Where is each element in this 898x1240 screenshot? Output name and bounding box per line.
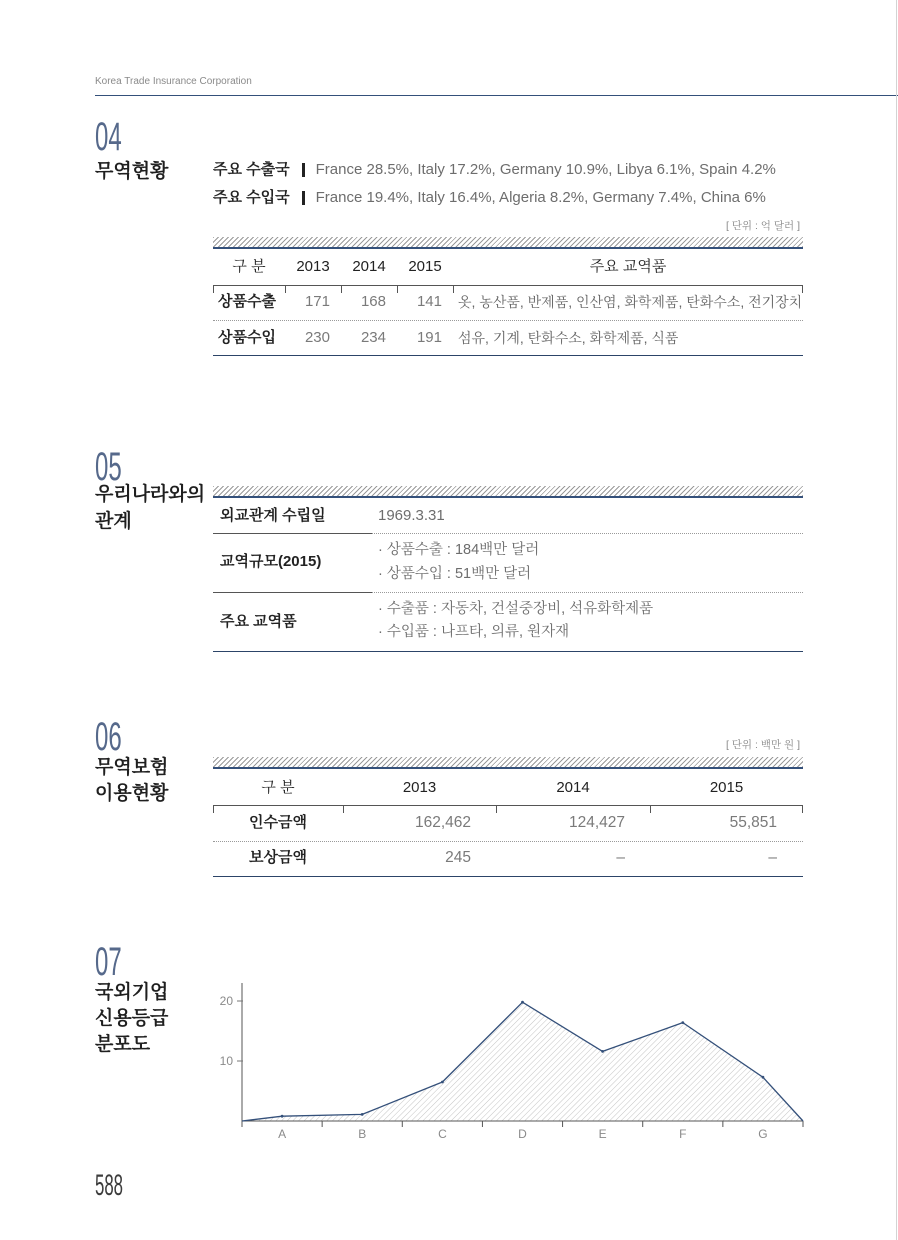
cell-value: 191 [416, 329, 442, 346]
data-point-E [601, 1050, 604, 1053]
section-title: 무역보험 [95, 757, 169, 778]
row-divider [213, 841, 803, 842]
table-header-cell: 2015 [408, 258, 442, 275]
cell-value: 168 [360, 293, 386, 310]
column-tick [453, 285, 454, 293]
cell-value: 245 [445, 849, 471, 866]
table-header-cell: 구 분 [232, 258, 266, 275]
row-divider [213, 320, 803, 321]
separator-bar [302, 163, 305, 177]
row-label: 인수금액 [249, 814, 307, 831]
y-tick-label: 10 [219, 1054, 233, 1068]
top-imports-line [213, 188, 766, 208]
section-title: 국외기업 [95, 982, 169, 1003]
table-bottom-rule [213, 355, 803, 356]
cell-value: 141 [416, 293, 442, 310]
data-point-C [441, 1081, 444, 1084]
column-tick [343, 805, 344, 813]
table-header-cell: 2015 [709, 779, 744, 796]
table-top-rule [213, 496, 803, 498]
row-value-line: · 상품수입 : 51백만 달러 [378, 566, 532, 582]
y-tick-label: 20 [219, 994, 233, 1008]
top-exports-line [213, 160, 776, 180]
column-tick [802, 805, 803, 813]
row-label: 교역규모(2015) [220, 553, 322, 570]
unit-label: [ 단위 : 백만 원 ] [725, 739, 800, 751]
unit-label: [ 단위 : 억 달러 ] [725, 220, 800, 232]
data-point-A [281, 1115, 284, 1118]
value-divider [372, 592, 803, 593]
table-top-rule [213, 247, 803, 249]
cell-items: 옷, 농산품, 반제품, 인산염, 화학제품, 탄화수소, 전기장치 [458, 294, 803, 310]
cell-items: 섬유, 기계, 탄화수소, 화학제품, 식품 [458, 330, 679, 346]
row-label: 외교관계 수립일 [220, 507, 326, 524]
section-number: 05 [95, 445, 122, 489]
x-tick-label: A [278, 1127, 287, 1141]
cell-value: 55,851 [729, 814, 777, 831]
top-exports-label: 주요 수출국 [213, 161, 290, 178]
page-number: 588 [95, 1169, 124, 1202]
table-hatch-band [213, 237, 803, 247]
column-tick [496, 805, 497, 813]
section-title: 우리나라와의 [95, 484, 206, 505]
row-value-line: · 수입품 : 나프타, 의류, 원자재 [378, 624, 570, 640]
cell-value: – [768, 849, 777, 866]
section-title: 분포도 [95, 1034, 151, 1055]
section-number: 04 [95, 115, 122, 159]
data-point-G [762, 1076, 765, 1079]
top-imports-value: France 19.4%, Italy 16.4%, Algeria 8.2%, Germany 7.4%, China 6% [315, 189, 766, 206]
column-tick [650, 805, 651, 813]
column-tick [213, 285, 214, 293]
x-tick-label: F [679, 1127, 687, 1141]
table-top-rule [213, 767, 803, 769]
top-exports-value: France 28.5%, Italy 17.2%, Germany 10.9%, Libya 6.1%, Spain 4.2% [315, 161, 776, 178]
cell-value: 124,427 [568, 814, 625, 831]
separator-bar [302, 191, 305, 205]
row-label: 상품수입 [218, 329, 276, 346]
table-header-cell: 주요 교역품 [589, 258, 667, 275]
page-edge-line [896, 0, 897, 1240]
header-rule [95, 95, 898, 96]
header-bottom-rule [213, 805, 803, 806]
section-title: 관계 [95, 511, 132, 532]
row-value: 1969.3.31 [378, 507, 445, 524]
table-header-cell: 2013 [402, 779, 437, 796]
cell-value: – [616, 849, 625, 866]
label-divider [213, 533, 372, 534]
table-hatch-band [213, 486, 803, 496]
section-title: 이용현황 [95, 783, 169, 804]
table-header-cell: 2014 [556, 779, 590, 796]
x-tick-label: G [758, 1127, 768, 1141]
x-tick-label: D [518, 1127, 527, 1141]
label-divider [213, 592, 372, 593]
section-title: 신용등급 [95, 1008, 169, 1029]
x-tick-label: C [438, 1127, 447, 1141]
row-label: 상품수출 [218, 293, 276, 310]
x-tick-label: B [358, 1127, 367, 1141]
data-point-D [521, 1001, 524, 1004]
table-bottom-rule [213, 651, 803, 652]
row-value-line: · 수출품 : 자동차, 건설중장비, 석유화학제품 [378, 601, 654, 617]
credit-rating-chart [200, 970, 815, 1145]
section-title: 무역현황 [95, 161, 169, 182]
table-header-cell: 2013 [296, 258, 330, 275]
x-tick-label: E [598, 1127, 607, 1141]
cell-value: 162,462 [414, 814, 471, 831]
series-area [242, 1002, 803, 1121]
cell-value: 234 [360, 329, 386, 346]
data-point-B [361, 1113, 364, 1116]
value-divider [372, 533, 803, 534]
cell-value: 171 [304, 293, 330, 310]
column-tick [213, 805, 214, 813]
row-value-line: · 상품수출 : 184백만 달러 [378, 542, 540, 558]
top-imports-label: 주요 수입국 [213, 189, 290, 206]
table-bottom-rule [213, 876, 803, 877]
table-header-cell: 구 분 [261, 779, 295, 796]
row-label: 주요 교역품 [220, 613, 297, 630]
header-bottom-rule [213, 285, 803, 286]
table-header-cell: 2014 [352, 258, 386, 275]
section-number: 07 [95, 940, 122, 984]
cell-value: 230 [304, 329, 330, 346]
data-point-F [681, 1021, 684, 1024]
header-org-name: Korea Trade Insurance Corporation [95, 76, 252, 87]
row-label: 보상금액 [249, 849, 307, 866]
table-hatch-band [213, 757, 803, 767]
section-number: 06 [95, 715, 122, 759]
